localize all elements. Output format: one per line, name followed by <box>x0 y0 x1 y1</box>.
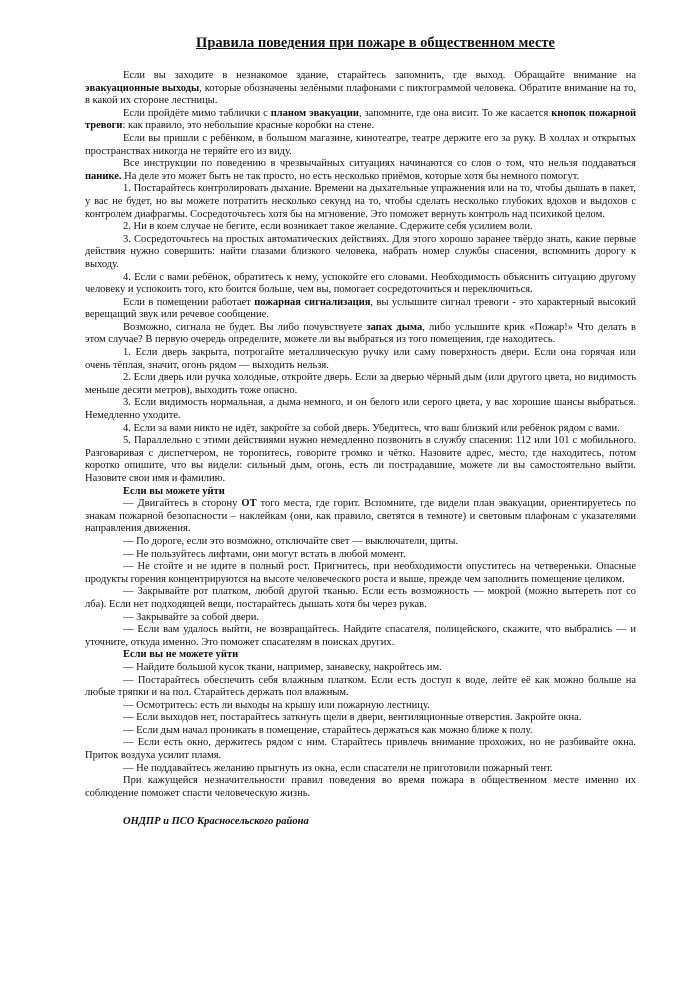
text: На деле это может быть не так просто, но есть несколько приёмов, которые хотя бы немного помогут. <box>121 170 580 182</box>
panic-step: 1. Постарайтесь контролировать дыхание. Времени на дыхательные упражнения или на то, чтобы дышать в пакет, у вас не будет, но вы можете потратить несколько секунд на то, чтобы сделать несколько глубоких вдохов и выдохов с контролем диафрагмы. Сосредоточьтесь хотя бы на мгновение. Это поможет вернуть контроль над психикой целом. <box>85 183 636 220</box>
can-exit-item: — Если вам удалось выйти, не возвращайтесь. Найдите спасателя, полицейского, скажите, что выбрались — и уточните, откуда именно. Это поможет спасателям в поисках других. <box>85 624 636 648</box>
can-exit-item <box>85 498 636 536</box>
paragraph-smoke <box>85 322 636 347</box>
panic-step: 4. Если с вами ребёнок, обратитесь к нему, успокойте его словами. Необходимость объяснить ситуацию другому человеку и успокоить того, кто боится больше, чем вы, помогает сосредоточиться и переключиться. <box>85 271 636 296</box>
can-exit-item: — Закрывайте рот платком, любой другой тканью. Если есть возможность — мокрой (можно вытереть пот со лба). Если нет подходящей вещи, постарайтесь дышать хотя бы через рукав. <box>85 586 636 610</box>
text: : как правило, это небольшие красные коробки на стене. <box>122 120 375 132</box>
cannot-exit-item: — Если дым начал проникать в помещение, старайтесь держаться как можно ближе к полу. <box>123 724 533 736</box>
cannot-exit-item: — Осмотритесь: есть ли выходы на крышу или пожарную лестницу. <box>123 699 430 711</box>
paragraph-panic <box>85 158 636 183</box>
bold-text: панике. <box>85 170 122 182</box>
panic-step: 3. Сосредоточьтесь на простых автоматических действиях. Для этого хорошо заранее твёрдо знать, какие первые действия нужно совершить: найти глазами близкого человека, набрать номер службы спасения, вспомнить дорогу к выходу. <box>85 233 636 270</box>
door-step: 5. Параллельно с этими действиями нужно немедленно позвонить в службу спасения: 112 или 101 с мобильного. Разговаривая с диспетчером, не торопитесь, говорите громко и чётко. Назовите адрес, место, где находитесь, потом коротко опишите, что вы видели: сильный дым, огонь, есть ли пострадавшие, можете ли вы самостоятельно выйти. Назовите свои имя и фамилию. <box>85 435 636 484</box>
bold-text: запах дыма <box>366 321 423 333</box>
text: Если пройдёте мимо таблички с <box>123 107 271 119</box>
cannot-exit-item: — Найдите большой кусок ткани, например, занавеску, накройтесь им. <box>123 661 442 673</box>
cannot-exit-item: — Постарайтесь обеспечить себя влажным платком. Если есть доступ к воде, лейте её как можно больше на любые тряпки и на пол. Старайтесь держать пол влажным. <box>85 674 636 699</box>
door-step: 2. Если дверь или ручка холодные, откройте дверь. Если за дверью чёрный дым (или другого цвета, но видимость меньше десяти метров), выходить тоже опасно. <box>85 372 636 396</box>
bold-text: ОТ <box>241 498 257 510</box>
can-exit-item: — Не стойте и не идите в полный рост. Пригнитесь, при необходимости опуститесь на четвереньки. Опасные продукты горения концентрируются на высоте человеческого роста и выше, прежде чем заполнить помещение целиком. <box>85 561 636 585</box>
can-exit-item: — Закрывайте за собой двери. <box>123 611 259 623</box>
paragraph-alarm <box>85 297 636 322</box>
section-heading-can-exit: Если вы можете уйти <box>123 485 225 497</box>
page-title: Правила поведения при пожаре в общественном месте <box>196 35 555 51</box>
cannot-exit-item: — Если есть окно, держитесь рядом с ним. Старайтесь привлечь внимание прохожих, но не разбивайте окна. Приток воздуха усилит пламя. <box>85 737 636 762</box>
can-exit-item: — Не пользуйтесь лифтами, они могут встать в любой момент. <box>123 548 406 560</box>
text: Возможно, сигнала не будет. Вы либо почувствуете <box>123 321 367 333</box>
text: Все инструкции по поведению в чрезвычайных ситуациях начинаются со слов о том, что нельзя поддаваться <box>123 158 636 170</box>
door-step: 4. Если за вами никто не идёт, закройте за собой дверь. Убедитесь, что ваш близкий или ребёнок рядом с вами. <box>123 422 620 434</box>
text: , которые обозначены зелёными плафонами с пиктограммой человека. Обратите внимание на то, в какой их стороне лестницы. <box>85 82 636 107</box>
text: , запомните, где она висит. То же касается <box>358 107 552 119</box>
bold-text: планом эвакуации <box>270 107 359 119</box>
cannot-exit-item: — Если выходов нет, постарайтесь заткнуть щели в двери, вентиляционные отверстия. Закройте окна. <box>123 712 582 724</box>
footer-signature: ОНДПР и ПСО Красносельского района <box>123 816 309 828</box>
text: Если вы заходите в незнакомое здание, старайтесь запомнить, где выход. Обращайте внимание на <box>123 70 636 81</box>
bold-text: пожарная сигнализация <box>254 296 371 308</box>
text: Если в помещении работает <box>123 296 255 308</box>
can-exit-item: — По дороге, если это возможно, отключайте свет — выключатели, щиты. <box>123 535 459 547</box>
paragraph-exits <box>85 70 636 108</box>
text: , либо услышите крик «Пожар!» Что делать в этом случае? В первую очередь определите, можете ли вы выбраться из того помещения, где находитесь. <box>85 321 636 346</box>
door-step: 1. Если дверь закрыта, потрогайте металлическую ручку или саму поверхность двери. Если она горячая или очень тёплая, значит, огонь рядом — выходить нельзя. <box>85 347 636 371</box>
text: того места, где горит. Вспомните, где видели план эвакуации, ориентируетесь по знакам пожарной безопасности – наклейкам (они, как правило, светятся в темноте) и световым плафонам с указателями направления движения. <box>85 498 636 535</box>
text: , вы услышите сигнал тревоги - это характерный высокий верещащий звук или речевое сообщение. <box>85 296 636 321</box>
cannot-exit-item: — Не поддавайтесь желанию прыгнуть из окна, если спасатели не приготовили пожарный тент. <box>123 762 553 774</box>
section-heading-cannot-exit: Если вы не можете уйти <box>123 649 239 661</box>
panic-step: 2. Ни в коем случае не бегите, если возникает такое желание. Сдержите себя усилием воли. <box>123 221 533 233</box>
bold-text: кнопок пожарной тревоги <box>85 107 637 132</box>
paragraph-evac-plan <box>85 108 636 133</box>
text: — Двигайтесь в сторону <box>123 498 242 510</box>
door-step: 3. Если видимость нормальная, а дыма немного, и он белого или серого цвета, у вас хорошие шансы выбраться. Немедленно уходите. <box>85 397 636 422</box>
bold-text: эвакуационные выходы <box>85 82 200 94</box>
paragraph-child: Если вы пришли с ребёнком, в большом магазине, кинотеатре, театре держите его за руку. В холлах и открытых пространствах никогда не теряйте его из виду. <box>85 132 636 157</box>
closing-paragraph: При кажущейся незначительности правил поведения во время пожара в общественном месте именно их соблюдение поможет спасти человеческую жизнь. <box>85 775 636 799</box>
